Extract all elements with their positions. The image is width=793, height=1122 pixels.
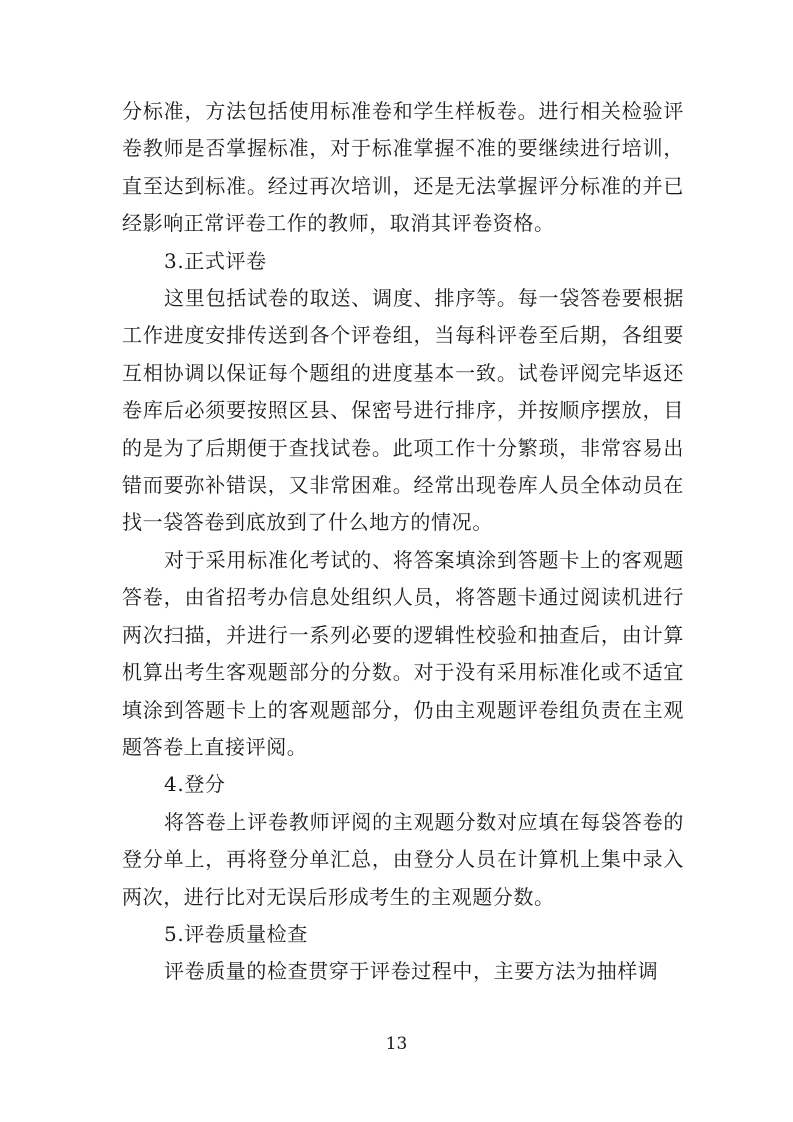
page-number: 13	[385, 1034, 408, 1054]
section-heading-formal-grading: 3.正式评卷	[164, 248, 267, 273]
paragraph-score-entry: 将答卷上评卷教师评阅的主观题分数对应填在每袋答卷的登分单上，再将登分单汇总，由登分人员在计算机上集中录入两次，进行比对无误后形成考生的主观题分数。	[122, 809, 684, 909]
section-heading-quality-check: 5.评卷质量检查	[164, 921, 308, 946]
page-body	[122, 93, 684, 991]
paragraph-quality-check: 评卷质量的检查贯穿于评卷过程中，主要方法为抽样调	[164, 959, 659, 984]
paragraph-objective-questions: 对于采用标准化考试的、将答案填涂到答题卡上的客观题答卷，由省招考办信息处组织人员，将答题卡通过阅读机进行两次扫描，并进行一系列必要的逻辑性校验和抽查后，由计算机算出考生客观题部分的分数。对于没有采用标准化或不适宜填涂到答题卡上的客观题部分，仍由主观题评卷组负责在主观题答卷上直接评阅。	[122, 547, 684, 759]
paragraph-paper-dispatch: 这里包括试卷的取送、调度、排序等。每一袋答卷要根据工作进度安排传送到各个评卷组，当每科评卷至后期，各组要互相协调以保证每个题组的进度基本一致。试卷评阅完毕返还卷库后必须要按照区县、保密号进行排序，并按顺序摆放，目的是为了后期便于查找试卷。此项工作十分繁琐，非常容易出错而要弥补错误，又非常困难。经常出现卷库人员全体动员在找一袋答卷到底放到了什么地方的情况。	[122, 286, 684, 535]
paragraph-scoring-standard-continuation: 分标准，方法包括使用标准卷和学生样板卷。进行相关检验评卷教师是否掌握标准，对于标准掌握不准的要继续进行培训，直至达到标准。经过再次培训，还是无法掌握评分标准的并已经影响正常评卷工作的教师，取消其评卷资格。	[122, 99, 684, 236]
section-heading-score-entry: 4.登分	[164, 772, 226, 797]
